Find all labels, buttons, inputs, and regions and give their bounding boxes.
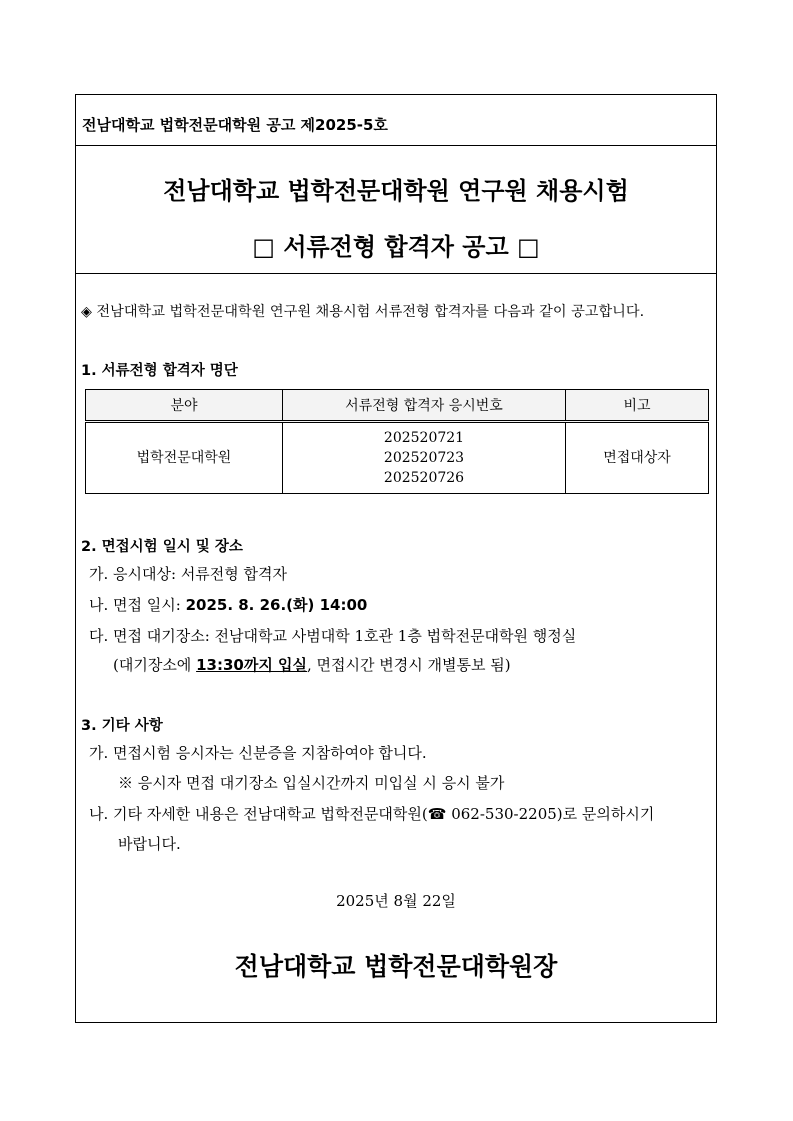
column-header-field: 분야 <box>86 390 283 422</box>
column-header-numbers: 서류전형 합격자 응시번호 <box>283 390 566 422</box>
header-divider <box>76 145 716 146</box>
table-row <box>86 422 709 494</box>
applicant-number: 202520723 <box>383 450 465 466</box>
notice-document <box>75 94 717 1023</box>
results-table <box>85 389 709 494</box>
page-subtitle: □ 서류전형 합격자 공고 □ <box>252 233 540 261</box>
applicant-number: 202520721 <box>383 430 465 446</box>
cell-numbers <box>283 422 566 494</box>
notice-date: 2025년 8월 22일 <box>336 892 456 910</box>
etc-item-1: 가. 면접시험 응시자는 신분증을 지참하여야 합니다. <box>89 744 427 762</box>
notice-number: 전남대학교 법학전문대학원 공고 제2025-5호 <box>82 116 388 134</box>
interview-note: (대기장소에 13:30까지 입실, 면접시간 변경시 개별통보 됨) <box>113 656 511 674</box>
section1-heading: 1. 서류전형 합격자 명단 <box>81 363 238 379</box>
cell-field: 법학전문대학원 <box>86 422 283 494</box>
etc-item-2-cont: 바랍니다. <box>118 835 181 853</box>
arrival-deadline: 13:30까지 입실 <box>196 656 308 674</box>
cell-remark: 면접대상자 <box>566 422 709 494</box>
page-title: 전남대학교 법학전문대학원 연구원 채용시험 <box>163 177 629 205</box>
etc-item-2: 나. 기타 자세한 내용은 전남대학교 법학전문대학원(☎ 062-530-2205)로 문의하시기 <box>89 805 655 823</box>
interview-target: 가. 응시대상: 서류전형 합격자 <box>89 565 288 583</box>
phone-icon: ☎ <box>427 805 447 823</box>
title-divider <box>76 273 716 274</box>
interview-place: 다. 면접 대기장소: 전남대학교 사범대학 1호관 1층 법학전문대학원 행정실 <box>89 627 577 645</box>
intro-text: ◈ 전남대학교 법학전문대학원 연구원 채용시험 서류전형 합격자를 다음과 같이 공고합니다. <box>81 304 645 320</box>
column-header-remark: 비고 <box>566 390 709 422</box>
interview-time: 나. 면접 일시: 2025. 8. 26.(화) 14:00 <box>89 596 368 614</box>
signer: 전남대학교 법학전문대학원장 <box>234 952 558 981</box>
contact-phone: 062-530-2205 <box>446 805 557 823</box>
applicant-number: 202520726 <box>383 470 465 486</box>
section2-heading: 2. 면접시험 일시 및 장소 <box>81 539 243 555</box>
etc-item-1-note: ※ 응시자 면접 대기장소 입실시간까지 미입실 시 응시 불가 <box>118 774 505 792</box>
section3-heading: 3. 기타 사항 <box>81 718 163 734</box>
